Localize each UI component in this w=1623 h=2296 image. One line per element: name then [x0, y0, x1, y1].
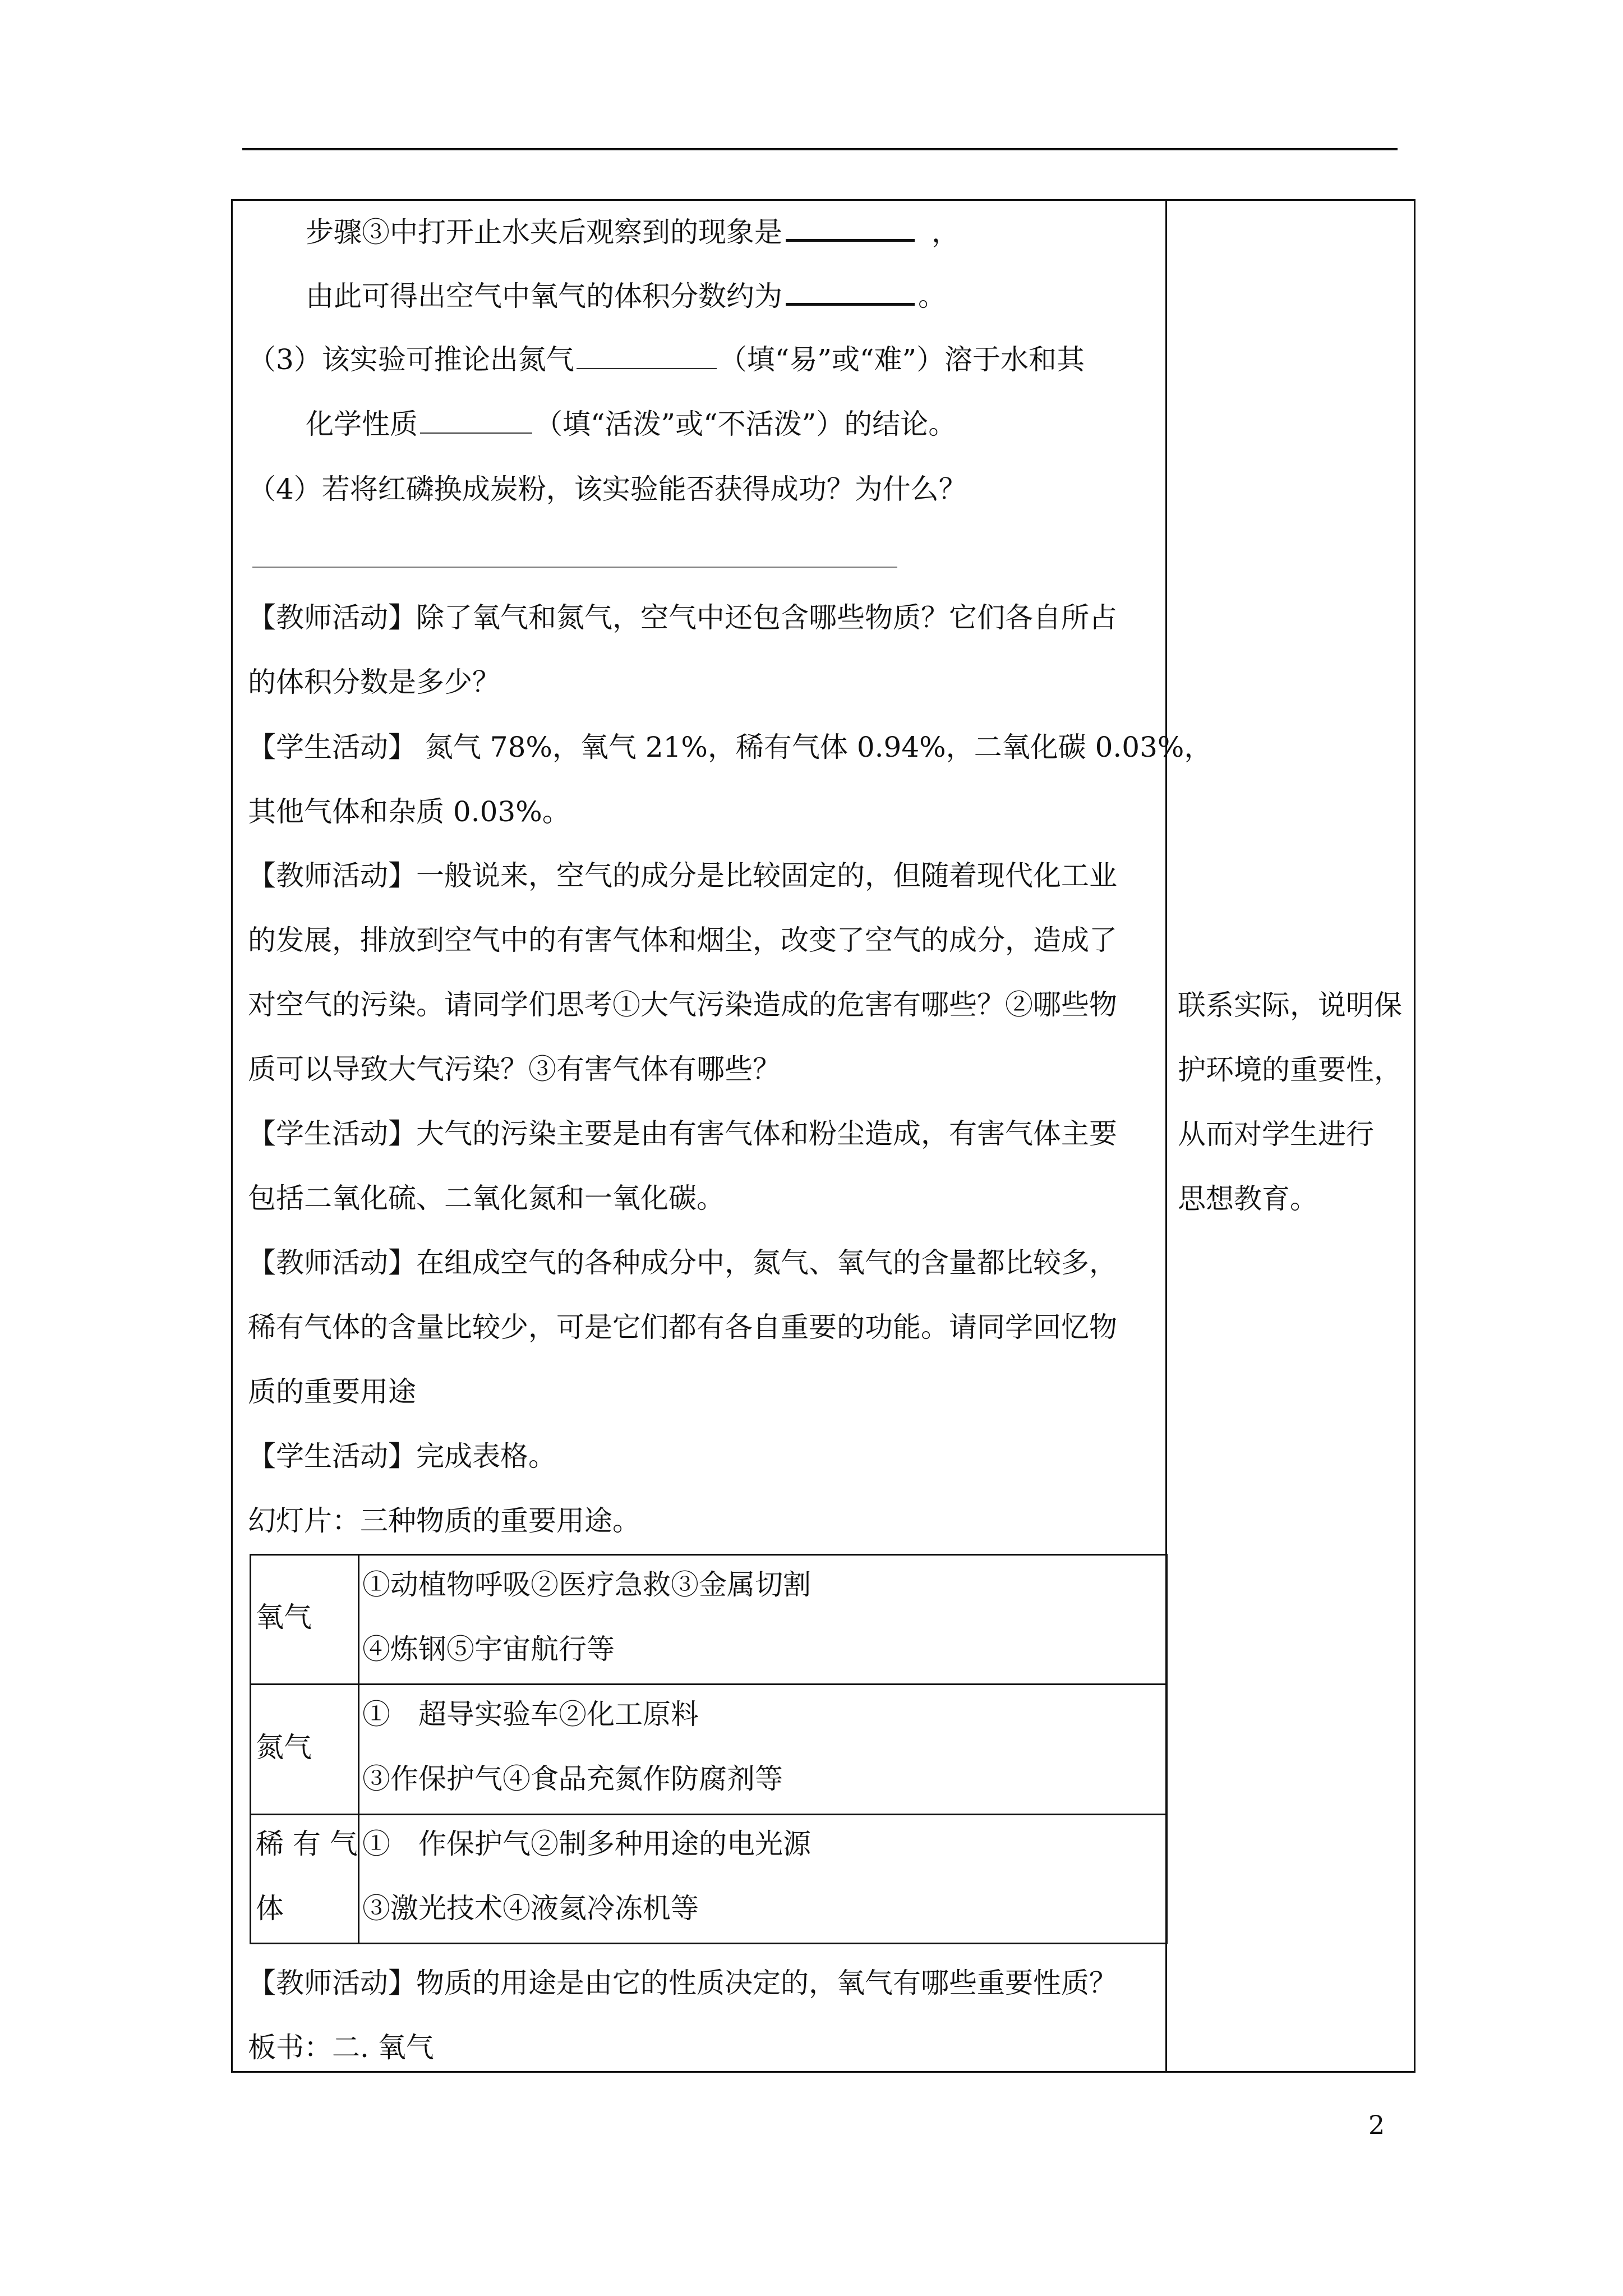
text-line-6: 【教师活动】除了氧气和氮气，空气中还包含哪些物质？它们各自所占 [248, 601, 1117, 634]
text-line-22: 板书：二. 氧气 [248, 2031, 434, 2064]
uses-row-oxygen-line-2: ④炼钢⑤宇宙航行等 [362, 1633, 615, 1665]
text-line-7: 的体积分数是多少？ [248, 666, 500, 698]
fill-blank-1[interactable] [786, 214, 915, 242]
text-line-4 [306, 407, 956, 441]
text-line-11: 的发展，排放到空气中的有害气体和烟尘，改变了空气的成分，造成了 [248, 924, 1117, 956]
uses-table-row-line-2 [251, 1814, 1166, 1815]
text-line-8: 【学生活动】 氮气 78%，氧气 21%，稀有气体 0.94%，二氧化碳 0.03%， [248, 731, 1212, 763]
uses-row-nitrogen-line-1: ① 超导实验车②化工原料 [362, 1698, 699, 1731]
side-note-line-3: 从而对学生进行 [1178, 1118, 1374, 1151]
text-line-1 [306, 214, 960, 249]
text-line-12: 对空气的污染。请同学们思考①大气污染造成的危害有哪些？②哪些物 [248, 988, 1117, 1021]
text-l1-b: ， [932, 216, 960, 249]
text-line-3 [248, 343, 1085, 376]
uses-row-oxygen-name: 氧气 [256, 1601, 312, 1634]
uses-row-noble-gas-name-1: 稀 有 气 [256, 1828, 358, 1860]
uses-table [250, 1554, 1168, 1944]
uses-row-nitrogen-line-2: ③作保护气④食品充氮作防腐剂等 [362, 1763, 783, 1795]
text-line-14: 【学生活动】大气的污染主要是由有害气体和粉尘造成，有害气体主要 [248, 1117, 1117, 1150]
text-l3-a: （3）该实验可推论出氮气 [248, 343, 574, 376]
text-line-2 [306, 278, 946, 313]
uses-row-nitrogen-name: 氮气 [256, 1731, 312, 1764]
uses-table-divider [358, 1556, 359, 1943]
uses-row-noble-gas-line-2: ③激光技术④液氦冷冻机等 [362, 1892, 699, 1925]
uses-table-row-line-1 [251, 1683, 1166, 1685]
text-line-20: 幻灯片：三种物质的重要用途。 [248, 1504, 640, 1537]
fill-blank-3[interactable] [577, 343, 717, 369]
side-note-line-1: 联系实际，说明保 [1178, 989, 1402, 1022]
text-l4-a: 化学性质 [306, 408, 418, 440]
side-note-line-2: 护环境的重要性， [1178, 1053, 1402, 1086]
page-number: 2 [1368, 2110, 1385, 2140]
answer-line[interactable] [252, 567, 897, 568]
text-l2-a: 由此可得出空气中氧气的体积分数约为 [306, 280, 782, 312]
side-note-line-4: 思想教育。 [1178, 1182, 1318, 1215]
header-rule [242, 148, 1398, 150]
text-line-16: 【教师活动】在组成空气的各种成分中，氮气、氧气的含量都比较多， [248, 1246, 1117, 1279]
text-line-15: 包括二氧化硫、二氧化氮和一氧化碳。 [248, 1182, 725, 1214]
text-line-21: 【教师活动】物质的用途是由它的性质决定的，氧气有哪些重要性质？ [248, 1967, 1117, 1999]
text-line-9: 其他气体和杂质 0.03%。 [248, 795, 570, 828]
text-line-17: 稀有气体的含量比较少，可是它们都有各自重要的功能。请同学回忆物 [248, 1311, 1117, 1343]
uses-row-noble-gas-line-1: ① 作保护气②制多种用途的电光源 [362, 1828, 811, 1860]
uses-row-oxygen-line-1: ①动植物呼吸②医疗急救③金属切割 [362, 1568, 811, 1601]
text-line-18: 质的重要用途 [248, 1375, 416, 1408]
text-l1-a: 步骤③中打开止水夹后观察到的现象是 [306, 216, 782, 249]
text-line-13: 质可以导致大气污染？③有害气体有哪些？ [248, 1053, 781, 1085]
fill-blank-4[interactable] [420, 408, 532, 434]
text-l2-b: 。 [918, 280, 946, 312]
fill-blank-2[interactable] [786, 278, 915, 306]
text-line-10: 【教师活动】一般说来，空气的成分是比较固定的，但随着现代化工业 [248, 859, 1117, 892]
text-l3-b: （填“易”或“难”）溶于水和其 [718, 343, 1085, 376]
text-line-19: 【学生活动】完成表格。 [248, 1440, 556, 1473]
uses-row-noble-gas-name-2: 体 [256, 1892, 284, 1925]
text-l4-b: （填“活泼”或“不活泼”）的结论。 [534, 408, 957, 440]
text-line-5: （4）若将红磷换成炭粉，该实验能否获得成功？为什么？ [248, 473, 967, 505]
